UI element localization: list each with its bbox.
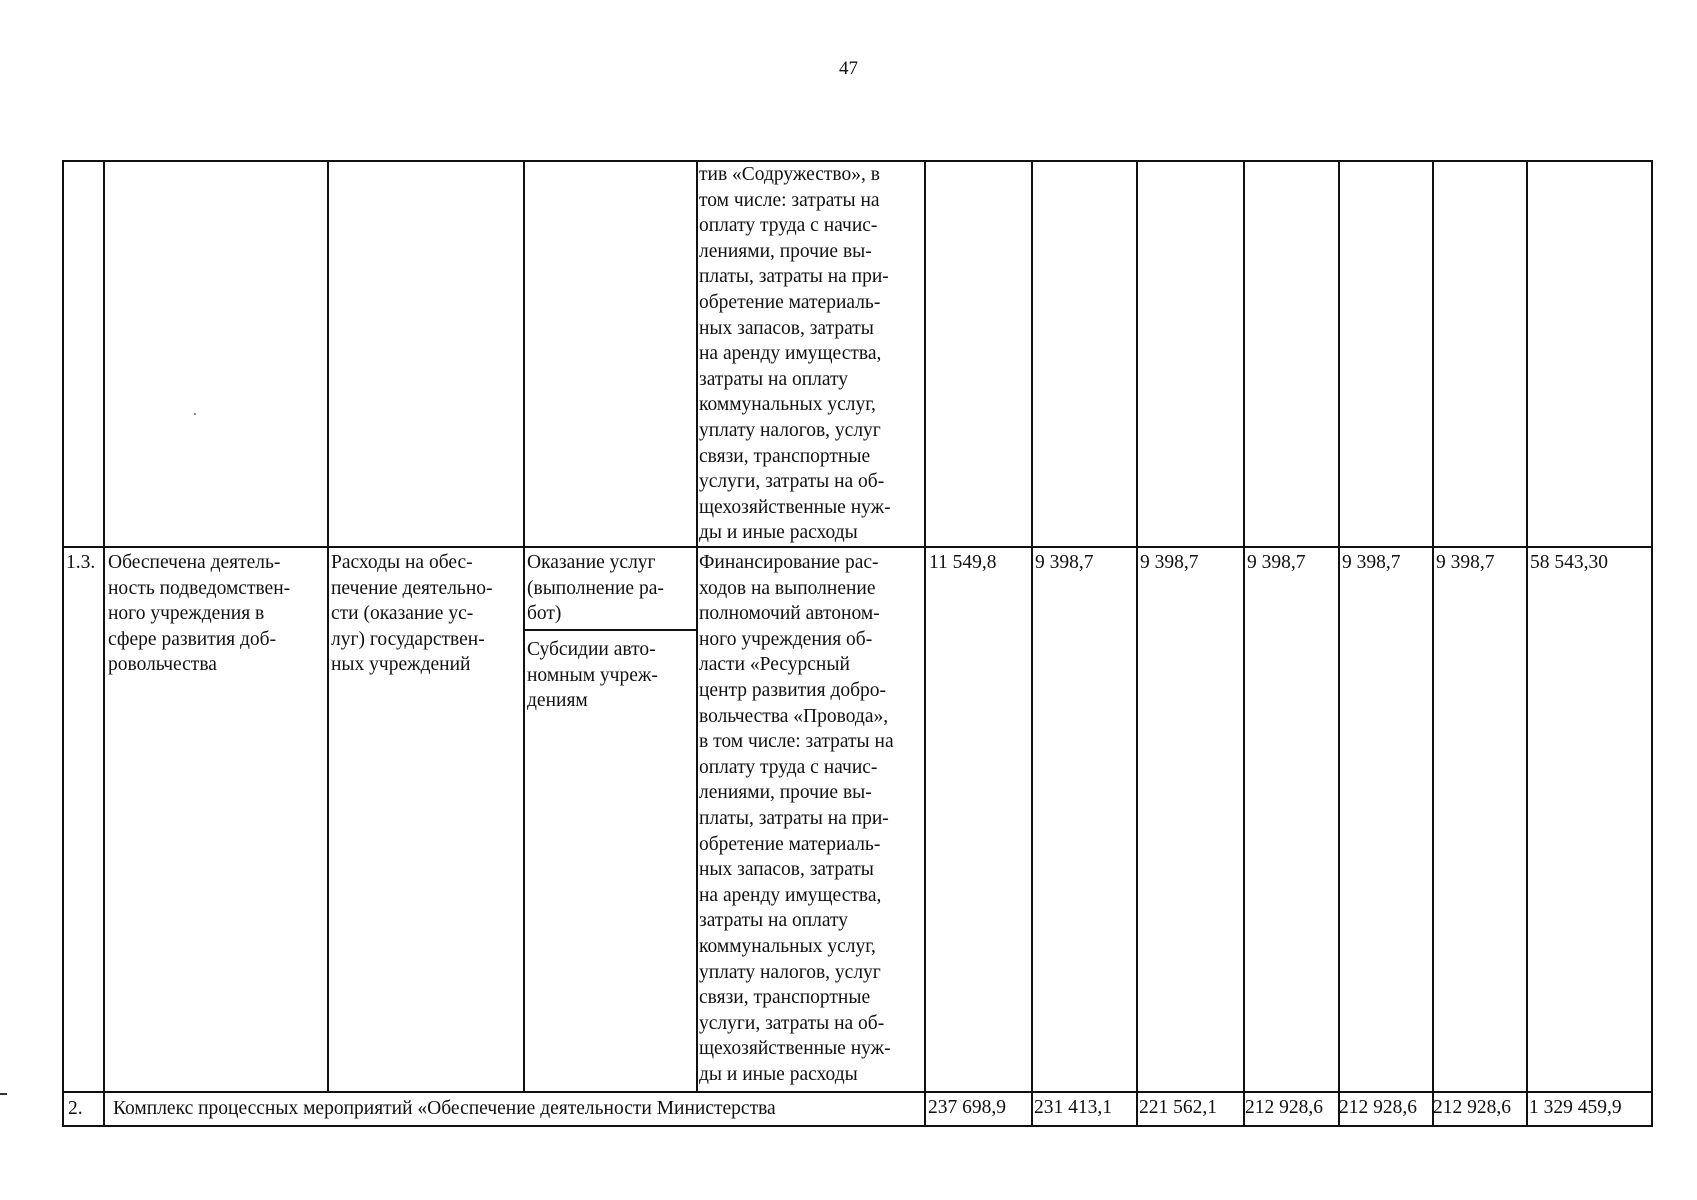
column-divider (1338, 160, 1340, 1127)
row-1-3-value: 9 398,7 (1342, 552, 1401, 573)
row-2-value: 231 413,1 (1034, 1097, 1112, 1118)
row-1-3-value: 11 549,8 (929, 552, 997, 573)
row-2-value: 212 928,6 (1339, 1097, 1417, 1118)
row-2-value: 221 562,1 (1139, 1097, 1217, 1118)
cell-divider (523, 629, 696, 631)
row-2-total: 1 329 459,9 (1529, 1097, 1622, 1118)
row-1-3-type-subsidies: Субсидии авто- номным учреж- дениям (527, 639, 658, 712)
table-border-bottom (62, 1125, 1653, 1127)
column-divider (924, 160, 926, 1127)
column-divider (1243, 160, 1245, 1127)
column-divider (103, 160, 105, 1127)
row-2-value: 237 698,9 (928, 1097, 1006, 1118)
row-1-3-value: 9 398,7 (1436, 552, 1495, 573)
row-1-3-description: Финансирование рас- ходов на выполнение полномочий автоном- ного учреждения об- ласти «Ресурсный центр развития добро- вольчества «Провода», в том числе: затраты на оплату труда с начис- лениями, прочие вы- платы, затраты на при- обретение материаль- ных запасов, затраты на аренду имущества, затраты на оплату коммунальных услуг, уплату налогов, услуг связи, транспортные услуги, затраты на об- щехозяйственные нуж- ды и иные расходы (699, 552, 894, 1085)
row-2-value: 212 928,6 (1433, 1097, 1511, 1118)
table-border-right (1651, 160, 1653, 1127)
row-2-title: Комплекс процессных мероприятий «Обеспечение деятельности Министерства (113, 1098, 776, 1119)
row-1-3-value: 9 398,7 (1140, 552, 1199, 573)
row-2-value: 212 928,6 (1245, 1097, 1323, 1118)
column-divider (1031, 160, 1033, 1127)
column-divider (523, 160, 525, 1091)
row-1-3-type-services: Оказание услуг (выполнение ра- бот) (527, 552, 664, 625)
scan-margin-mark (0, 1093, 7, 1095)
row-1-3-value: 9 398,7 (1035, 552, 1094, 573)
column-divider (1136, 160, 1138, 1127)
page-number: 47 (839, 58, 858, 79)
column-divider (696, 160, 698, 1091)
row-divider (62, 546, 1653, 548)
column-divider (1432, 160, 1434, 1127)
table-border-left (62, 160, 64, 1127)
row-2-number: 2. (68, 1098, 83, 1119)
row-1-3-result: Обеспечена деятель- ность подведомствен- ного учреждения в сфере развития доб- ровольчества (108, 552, 291, 676)
row-1-3-number: 1.3. (66, 552, 96, 573)
top-row-description: тив «Содружество», в том числе: затраты на оплату труда с начис- лениями, прочие вы- платы, затраты на при- обретение материаль- ных запасов, затраты на аренду имущества, затраты на оплату коммунальных услуг, уплату налогов, услуг связи, транспортные услуги, затраты на об- щехозяйственные нуж- ды и иные расходы (699, 164, 891, 544)
row-1-3-total: 58 543,30 (1530, 552, 1608, 573)
row-1-3-value: 9 398,7 (1247, 552, 1306, 573)
row-1-3-expense: Расходы на обес- печение деятельно- сти (оказание ус- луг) государствен- ных учреждений (331, 552, 493, 676)
scan-speck (194, 413, 196, 415)
column-divider (327, 160, 329, 1091)
row-divider (62, 1091, 1653, 1093)
column-divider (1526, 160, 1528, 1127)
